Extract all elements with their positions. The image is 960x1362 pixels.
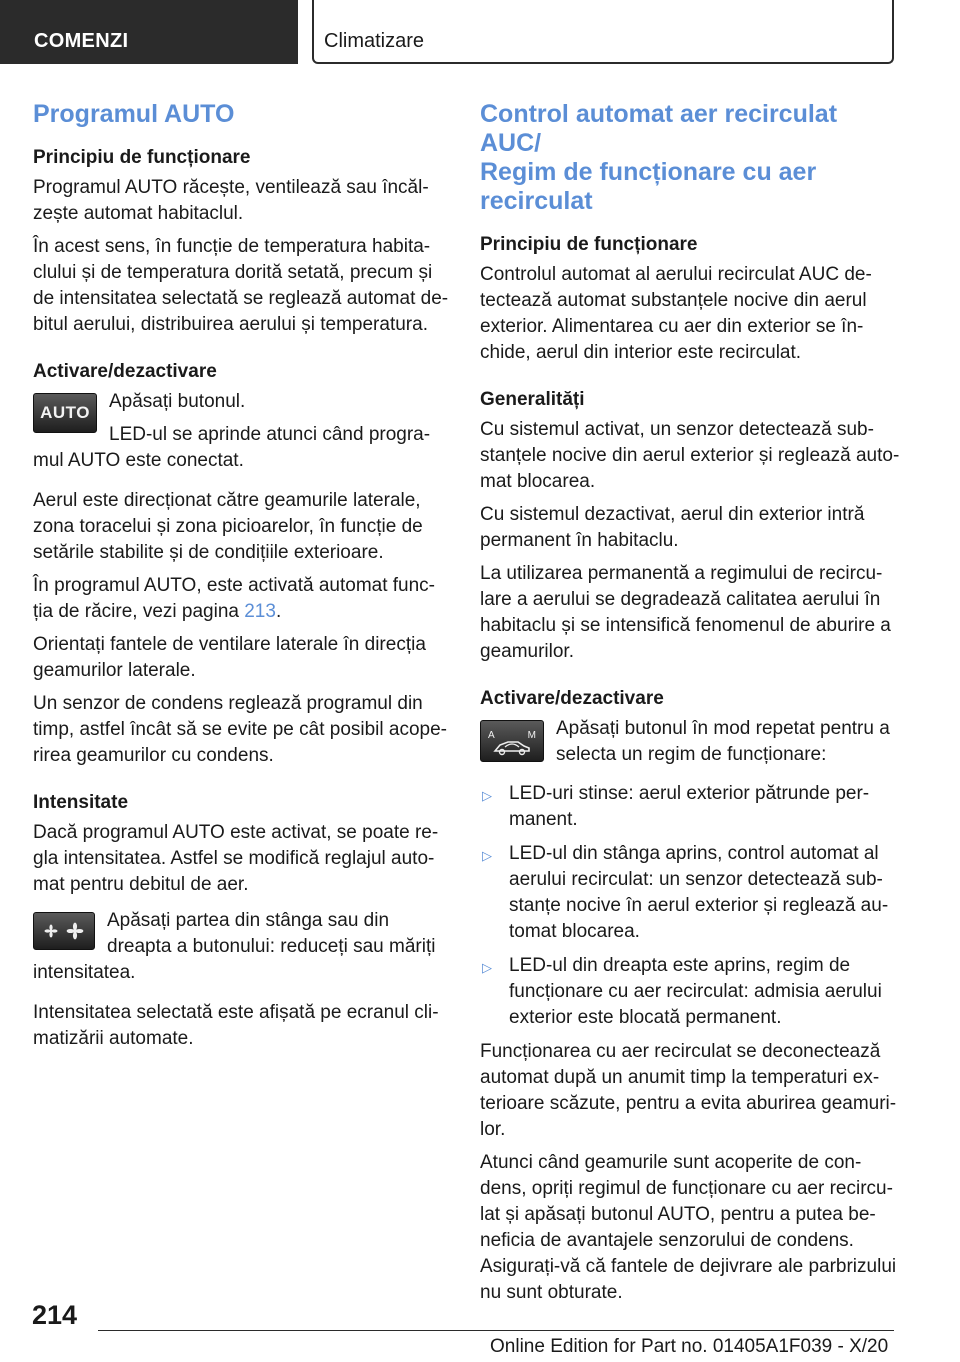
page-link[interactable]: 213 [244, 601, 276, 622]
auto-button-instruction [33, 389, 453, 474]
list-item [480, 841, 900, 945]
fan-button-instruction [33, 908, 453, 986]
paragraph: În acest sens, în funcție de temperatura habita- clului și de temperatura dorită setată, precum și de intensitatea selectată se reglează automat de- bitul aerului, distribuirea aerului și temperatura. [33, 236, 449, 335]
paragraph: Apăsați partea din stânga sau din dreapta a butonului: reduceți sau măriți intensitatea. [33, 910, 436, 983]
paragraph [33, 573, 453, 625]
triangle-bullet-icon: ▷ [482, 788, 492, 803]
header-section-tab [0, 0, 298, 64]
paragraph: Cu sistemul dezactivat, aerul din exterior intră permanent în habitaclu. [480, 504, 865, 551]
paragraph: Dacă programul AUTO este activat, se poate re- gla intensitatea. Astfel se modifică reglajul auto- mat pentru debitul de aer. [33, 822, 439, 895]
triangle-bullet-icon: ▷ [482, 960, 492, 975]
heading-principle: Principiu de funcționare [480, 234, 698, 255]
recirc-auto-label: A [488, 730, 495, 741]
header-section-label: COMENZI [34, 30, 129, 52]
recirculation-button-icon [480, 720, 544, 762]
paragraph: Orientați fantele de ventilare laterale în direcția geamurilor laterale. [33, 634, 426, 681]
recirc-manual-label: M [527, 730, 536, 741]
header-chapter-label: Climatizare [324, 30, 425, 52]
paragraph: Programul AUTO răcește, ventilează sau încăl- zește automat habitaclul. [33, 177, 429, 224]
paragraph: LED-ul se aprinde atunci când progra- mul AUTO este conectat. [33, 424, 431, 471]
fan-small-icon [44, 924, 58, 938]
paragraph: Apăsați butonul în mod repetat pentru a selecta un regim de funcționare: [556, 718, 890, 765]
paragraph: Controlul automat al aerului recirculat AUC de- tectează automat substanțele nocive din aerul exterior. Alimentarea cu aer din exterior se în- chide, aerul din interior este recirculat. [480, 264, 872, 363]
heading-general: Generalități [480, 389, 585, 410]
paragraph: Funcționarea cu aer recirculat se deconectează automat după un anumit timp la temperaturi ex- terioare scăzute, pentru a evita aburirea geamuri- lor. [480, 1041, 897, 1140]
section-title-auc: Control automat aer recirculat AUC/ Regim de funcționare cu aer recirculat [480, 100, 838, 215]
text: . [275, 601, 282, 622]
mode-list [480, 781, 900, 1031]
fan-button-icon [33, 912, 95, 950]
heading-intensity: Intensitate [33, 792, 129, 813]
header-chapter-tab [312, 0, 894, 64]
page-number: 214 [32, 1300, 78, 1330]
paragraph: Un senzor de condens reglează programul din timp, astfel încât să se evite pe cât posibil acope- rirea geamurilor cu condens. [33, 693, 447, 766]
list-item [480, 781, 900, 833]
paragraph: Atunci când geamurile sunt acoperite de con- dens, opriți regimul de funcționare cu aer recircu- lat și apăsați butonul AUTO, pentru a putea be- neficia de avantajele senzorului de condens. Asigurați-vă că fantele de dejivrare ale parbrizului nu sunt obturate. [480, 1152, 897, 1303]
triangle-bullet-icon: ▷ [482, 848, 492, 863]
section-title-auto: Programul AUTO [33, 100, 235, 128]
heading-activation: Activare/dezactivare [480, 688, 664, 709]
heading-activation: Activare/dezactivare [33, 361, 217, 382]
auto-button-icon [33, 393, 97, 433]
paragraph: Cu sistemul activat, un senzor detectează sub- stanțele nocive din aerul exterior și reglează auto- mat blocarea. [480, 419, 900, 492]
list-item-text: LED-ul din stânga aprins, control automat al aerului recirculat: un senzor detectează sub- stanțe nocive în aerul exterior și reglează au- tomat blocarea. [509, 843, 889, 942]
list-item-text: LED-ul din dreapta este aprins, regim de funcționare cu aer recirculat: admisia aerului exterior este blocată permanent. [509, 955, 882, 1028]
paragraph: Intensitatea selectată este afișată pe ecranul cli- matizării automate. [33, 1002, 439, 1049]
list-item-text: LED-uri stinse: aerul exterior pătrunde per- manent. [509, 783, 870, 830]
left-column [33, 100, 453, 1059]
heading-principle: Principiu de funcționare [33, 147, 251, 168]
paragraph: La utilizarea permanentă a regimului de recircu- lare a aerului se degradează calitatea aerului în habitaclu și se intensifică fenomenul de aburire a geamurilor. [480, 563, 891, 662]
footer-divider [98, 1330, 894, 1331]
text: În programul AUTO, este activată automat func- ția de răcire, vezi pagina [33, 575, 436, 622]
right-column [480, 100, 900, 1313]
list-item [480, 953, 900, 1031]
car-recirculation-icon [492, 735, 532, 757]
auto-button-label: AUTO [40, 403, 90, 422]
fan-large-icon [66, 922, 84, 940]
recirculation-button-instruction [480, 716, 900, 770]
paragraph: Apăsați butonul. [109, 391, 246, 412]
paragraph: Aerul este direcționat către geamurile laterale, zona toracelui și zona picioarelor, în funcție de setările stabilite și de condițiile exterioare. [33, 490, 423, 563]
footer-edition: Online Edition for Part no. 01405A1F039 - X/20 [490, 1336, 889, 1357]
